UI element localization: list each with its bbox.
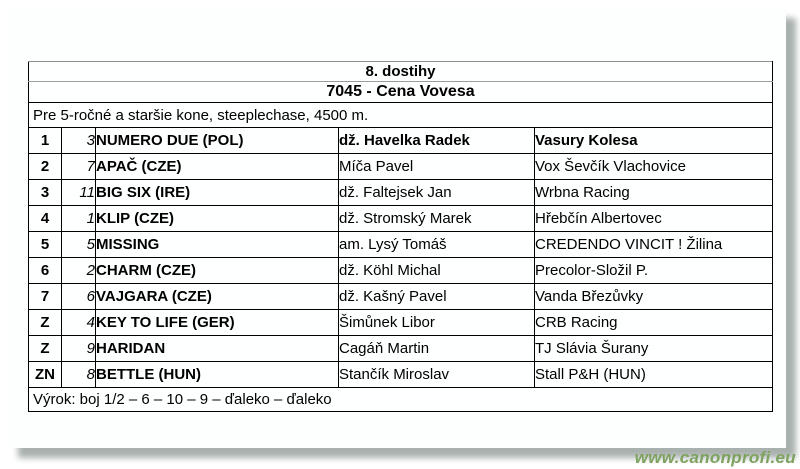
jockey-name: dž. Kašný Pavel (339, 284, 535, 310)
table-row (29, 180, 773, 206)
start-number: 11 (62, 180, 96, 206)
owner-name: Stall P&H (HUN) (535, 362, 773, 388)
horse-name: MISSING (96, 232, 339, 258)
owner-name: Hřebčín Albertovec (535, 206, 773, 232)
table-row (29, 258, 773, 284)
finish-position: 6 (29, 258, 62, 284)
start-number: 7 (62, 154, 96, 180)
owner-name: TJ Slávia Šurany (535, 336, 773, 362)
finish-position: 4 (29, 206, 62, 232)
table-row (29, 284, 773, 310)
jockey-name: dž. Köhl Michal (339, 258, 535, 284)
watermark-text: www.canonprofi.eu (634, 448, 796, 467)
owner-name: Wrbna Racing (535, 180, 773, 206)
finish-position: 1 (29, 128, 62, 154)
start-number: 6 (62, 284, 96, 310)
owner-name: Vox Ševčík Vlachovice (535, 154, 773, 180)
race-name-title: 7045 - Cena Vovesa (29, 82, 773, 103)
results-sheet (8, 8, 786, 448)
race-number-row (29, 62, 773, 82)
race-results-table (28, 61, 773, 412)
table-row (29, 206, 773, 232)
horse-name: KLIP (CZE) (96, 206, 339, 232)
finish-position: 5 (29, 232, 62, 258)
start-number: 3 (62, 128, 96, 154)
horse-name: BIG SIX (IRE) (96, 180, 339, 206)
finish-position: Z (29, 336, 62, 362)
jockey-name: Cagáň Martin (339, 336, 535, 362)
results-body (29, 62, 773, 412)
owner-name: CRB Racing (535, 310, 773, 336)
finish-position: Z (29, 310, 62, 336)
owner-name: Vasury Kolesa (535, 128, 773, 154)
verdict-row (29, 388, 773, 412)
start-number: 9 (62, 336, 96, 362)
horse-name: APAČ (CZE) (96, 154, 339, 180)
horse-name: NUMERO DUE (POL) (96, 128, 339, 154)
horse-name: KEY TO LIFE (GER) (96, 310, 339, 336)
start-number: 1 (62, 206, 96, 232)
owner-name: CREDENDO VINCIT ! Žilina (535, 232, 773, 258)
race-conditions: Pre 5-ročné a staršie kone, steeplechase, 4500 m. (29, 103, 773, 128)
table-row (29, 362, 773, 388)
table-row (29, 154, 773, 180)
table-row (29, 128, 773, 154)
horse-name: HARIDAN (96, 336, 339, 362)
race-conditions-row (29, 103, 773, 128)
verdict-text: Výrok: boj 1/2 – 6 – 10 – 9 – ďaleko – ďaleko (29, 388, 773, 412)
horse-name: CHARM (CZE) (96, 258, 339, 284)
race-number-title: 8. dostihy (29, 62, 773, 82)
horse-name: BETTLE (HUN) (96, 362, 339, 388)
start-number: 5 (62, 232, 96, 258)
finish-position: 7 (29, 284, 62, 310)
jockey-name: dž. Havelka Radek (339, 128, 535, 154)
jockey-name: Míča Pavel (339, 154, 535, 180)
start-number: 8 (62, 362, 96, 388)
table-row (29, 232, 773, 258)
table-row (29, 336, 773, 362)
horse-name: VAJGARA (CZE) (96, 284, 339, 310)
owner-name: Vanda Březůvky (535, 284, 773, 310)
table-row (29, 310, 773, 336)
start-number: 4 (62, 310, 96, 336)
race-name-row (29, 82, 773, 103)
finish-position: ZN (29, 362, 62, 388)
jockey-name: Šimůnek Libor (339, 310, 535, 336)
start-number: 2 (62, 258, 96, 284)
owner-name: Precolor-Složil P. (535, 258, 773, 284)
jockey-name: dž. Faltejsek Jan (339, 180, 535, 206)
finish-position: 3 (29, 180, 62, 206)
jockey-name: am. Lysý Tomáš (339, 232, 535, 258)
finish-position: 2 (29, 154, 62, 180)
jockey-name: Stančík Miroslav (339, 362, 535, 388)
jockey-name: dž. Stromský Marek (339, 206, 535, 232)
